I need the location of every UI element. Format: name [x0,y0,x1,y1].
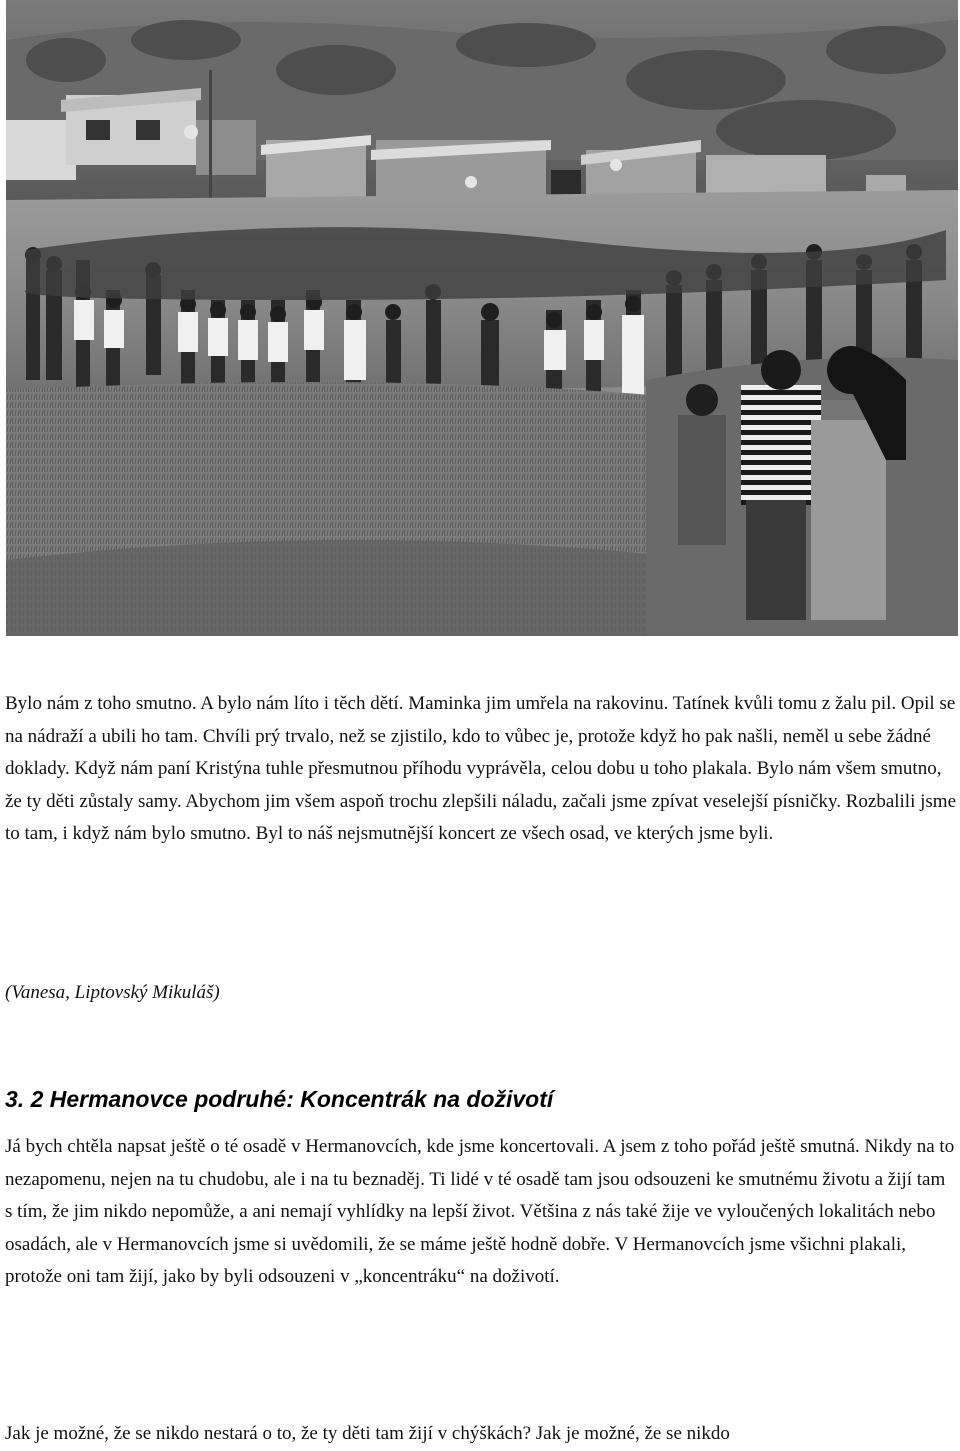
settlement-photo [6,0,958,636]
paragraph-story: Bylo nám z toho smutno. A bylo nám líto i těch dětí. Maminka jim umřela na rakovinu. Tatínek kvůli tomu z žalu pil. Opil se na nádraží a ubili ho tam. Chvíli prý trvalo, než se zjistilo, kdo to vůbec je, protože když ho pak našli, neměl u sebe žádné doklady. Když nám paní Kristýna tuhle přesmutnou příhodu vyprávěla, celou dobu u toho plakala. Bylo nám všem smutno, že ty děti zůstaly samy. Abychom jim všem aspoň trochu zlepšili náladu, začali jsme zpívat veselejší písničky. Rozbalili jsme to tam, i když nám bylo smutno. Byl to náš nejsmutnější koncert ze všech osad, ve kterých jsme byli. [5,693,957,845]
photo-image-icon [6,0,958,636]
signature: (Vanesa, Liptovský Mikuláš) [5,982,220,1003]
paragraph-question: Jak je možné, že se nikdo nestará o to, že ty děti tam žijí v chýškách? Jak je možné, že se nikdo [5,1423,730,1444]
section-heading: 3. 2 Hermanovce podruhé: Koncentrák na doživotí [5,1086,554,1112]
paragraph-hermanovce: Já bych chtěla napsat ještě o té osadě v Hermanovcích, kde jsme koncertovali. A jsem z toho pořád ještě smutná. Nikdy na to nezapomenu, nejen na tu chudobu, ale i na tu beznaděj. Ti lidé v té osadě tam jsou odsouzeni ke smutnému životu a žijí tam s tím, že jim nikdo nepomůže, a ani nemají vyhlídky na lepší život. Většina z nás také žije ve vyloučených lokalitách nebo osadách, ale v Hermanovcích jsme si uvědomili, že se máme ještě hodně dobře. V Hermanovcích jsme všichni plakali, protože oni tam žijí, jako by byli odsouzeni v „koncentráku“ na doživotí. [5,1136,955,1288]
